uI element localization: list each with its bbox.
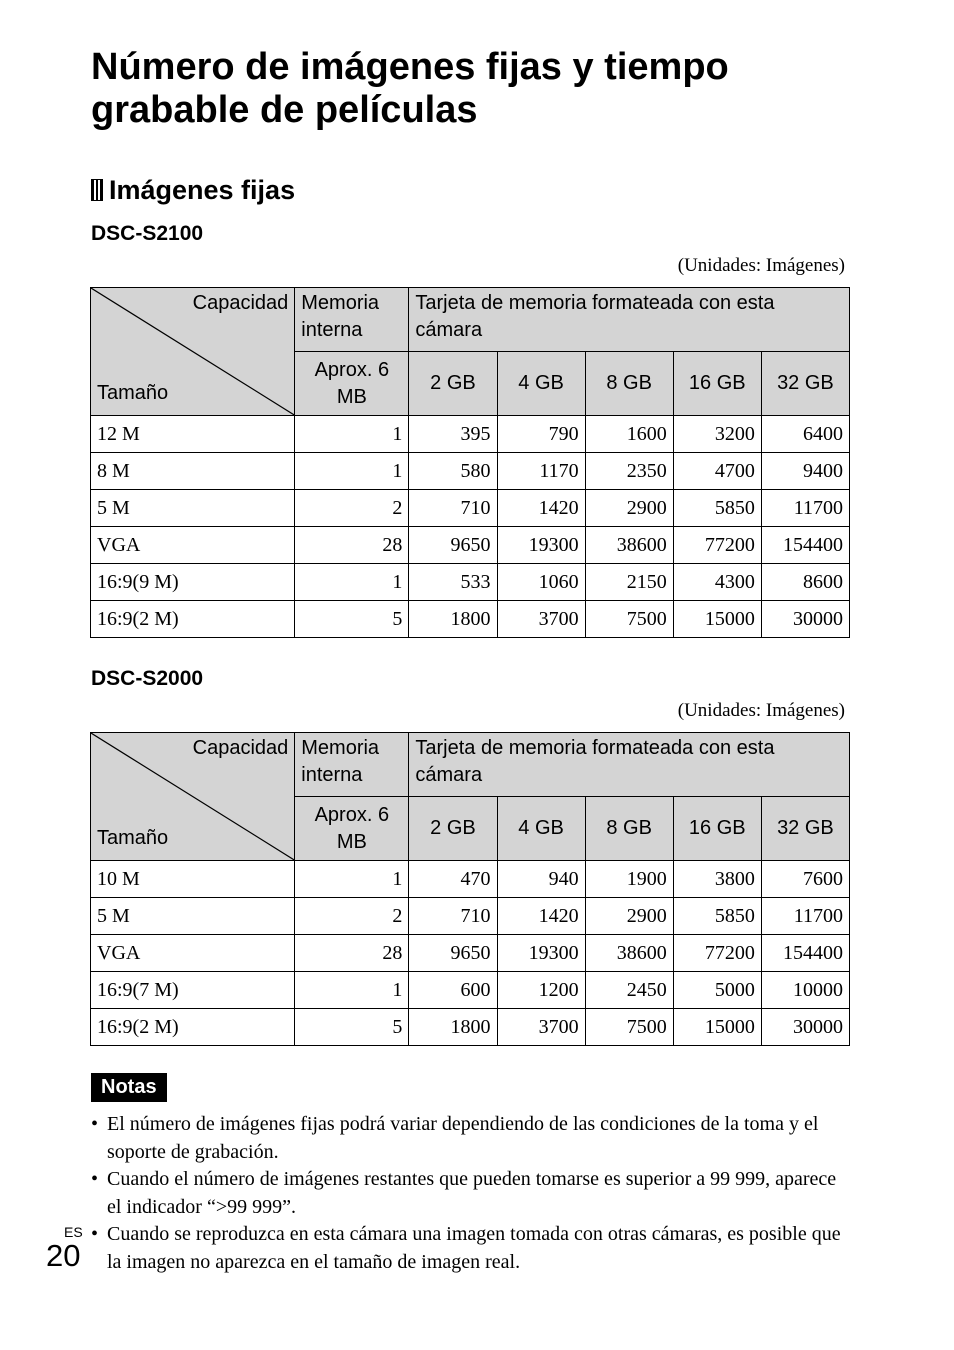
table-row [91, 601, 850, 638]
note-item: • Cuando el número de imágenes restantes que pueden tomarse es superior a 99 999, aparece el indicador “>99 999”. [91, 1166, 851, 1221]
table-cell: 1420 [497, 490, 585, 527]
tamano-label: Tamaño [97, 827, 169, 849]
col-header: 8 GB [585, 352, 673, 416]
tamano-label: Tamaño [97, 382, 169, 404]
capacidad-label: Capacidad [192, 737, 289, 759]
table-cell: 10 M [91, 861, 295, 898]
table-row [91, 1009, 850, 1046]
table-row [91, 972, 850, 1009]
table-cell: 2900 [585, 490, 673, 527]
note-item: • El número de imágenes fijas podrá variar dependiendo de las condiciones de la toma y el soporte de grabación. [91, 1111, 851, 1166]
table-cell: 395 [409, 416, 497, 453]
table-cell: 11700 [761, 898, 849, 935]
table-cell: 5 [295, 1009, 409, 1046]
table-cell: 7500 [585, 601, 673, 638]
section-marker-icon [91, 179, 103, 201]
section-heading [91, 174, 295, 206]
table-cell: 16:9(9 M) [91, 564, 295, 601]
table-cell: 19300 [497, 935, 585, 972]
table-row [91, 527, 850, 564]
table-cell: 470 [409, 861, 497, 898]
capacity-table-1 [90, 287, 850, 638]
table-cell: 4300 [673, 564, 761, 601]
units-label-1: (Unidades: Imágenes) [677, 255, 845, 276]
table-cell: 580 [409, 453, 497, 490]
table-cell: 1 [295, 564, 409, 601]
table-cell: 7600 [761, 861, 849, 898]
table-row [91, 416, 850, 453]
table-cell: 1 [295, 453, 409, 490]
table-cell: 1060 [497, 564, 585, 601]
table-row [91, 935, 850, 972]
table-cell: 1800 [409, 601, 497, 638]
diagonal-header-cell [91, 288, 295, 416]
table-cell: 5 [295, 601, 409, 638]
table-cell: 2900 [585, 898, 673, 935]
notes-list [91, 1111, 851, 1276]
table-cell: 5000 [673, 972, 761, 1009]
table-cell: 7500 [585, 1009, 673, 1046]
table-cell: 3800 [673, 861, 761, 898]
table-cell: 16:9(2 M) [91, 1009, 295, 1046]
table-cell: 710 [409, 490, 497, 527]
table-cell: 9400 [761, 453, 849, 490]
table-cell: 533 [409, 564, 497, 601]
table-cell: 790 [497, 416, 585, 453]
table-cell: 2 [295, 898, 409, 935]
col-header: 4 GB [497, 797, 585, 861]
section-heading-text: Imágenes fijas [109, 175, 296, 205]
table-cell: 15000 [673, 1009, 761, 1046]
table-cell: 3700 [497, 1009, 585, 1046]
memoria-header: Memoria interna [295, 288, 409, 352]
table-cell: 9650 [409, 527, 497, 564]
table-cell: 6400 [761, 416, 849, 453]
page-number: 20 [46, 1238, 81, 1273]
table-row [91, 564, 850, 601]
notas-badge: Notas [91, 1073, 167, 1102]
table-cell: 16:9(7 M) [91, 972, 295, 1009]
table-row [91, 490, 850, 527]
table-cell: 19300 [497, 527, 585, 564]
table-cell: 154400 [761, 527, 849, 564]
note-item: • Cuando se reproduzca en esta cámara una imagen tomada con otras cámaras, es posible que la imagen no aparezca en el tamaño de imagen real. [91, 1221, 851, 1276]
table-cell: 1170 [497, 453, 585, 490]
table-cell: 28 [295, 527, 409, 564]
table-cell: 4700 [673, 453, 761, 490]
table-cell: 28 [295, 935, 409, 972]
table-cell: 940 [497, 861, 585, 898]
model-label-2: DSC-S2000 [91, 667, 204, 690]
diagonal-header-cell [91, 733, 295, 861]
table-cell: 77200 [673, 935, 761, 972]
table-cell: 3700 [497, 601, 585, 638]
table-row [91, 453, 850, 490]
col-header: 2 GB [409, 797, 497, 861]
table-cell: 8 M [91, 453, 295, 490]
language-code: ES [64, 1224, 83, 1240]
table-row [91, 861, 850, 898]
table-cell: 8600 [761, 564, 849, 601]
table-cell: VGA [91, 935, 295, 972]
table-cell: 1 [295, 416, 409, 453]
col-header: 16 GB [673, 797, 761, 861]
table-cell: 1800 [409, 1009, 497, 1046]
table-cell: 3200 [673, 416, 761, 453]
table-cell: 154400 [761, 935, 849, 972]
table-cell: 600 [409, 972, 497, 1009]
table-cell: 38600 [585, 527, 673, 564]
table-cell: 38600 [585, 935, 673, 972]
table-cell: 1200 [497, 972, 585, 1009]
table-cell: 9650 [409, 935, 497, 972]
col-header: 32 GB [761, 352, 849, 416]
col-header: 8 GB [585, 797, 673, 861]
col-header: 2 GB [409, 352, 497, 416]
page-title: Número de imágenes fijas y tiempo grabable de películas [91, 46, 729, 131]
table-cell: 1 [295, 972, 409, 1009]
units-label-2: (Unidades: Imágenes) [677, 700, 845, 721]
aprox-header: Aprox. 6 MB [295, 797, 409, 861]
tarjeta-header: Tarjeta de memoria formateada con esta cámara [409, 733, 850, 797]
memoria-header: Memoria interna [295, 733, 409, 797]
tarjeta-header: Tarjeta de memoria formateada con esta cámara [409, 288, 850, 352]
table-cell: 30000 [761, 1009, 849, 1046]
table-cell: 2350 [585, 453, 673, 490]
capacity-table-2 [90, 732, 850, 1046]
table-cell: 2150 [585, 564, 673, 601]
model-label-1: DSC-S2100 [91, 222, 204, 245]
col-header: 4 GB [497, 352, 585, 416]
table-cell: 12 M [91, 416, 295, 453]
table-cell: 5 M [91, 898, 295, 935]
table-cell: 16:9(2 M) [91, 601, 295, 638]
col-header: 32 GB [761, 797, 849, 861]
aprox-header: Aprox. 6 MB [295, 352, 409, 416]
table-cell: 1420 [497, 898, 585, 935]
table-cell: 2 [295, 490, 409, 527]
table-cell: 1600 [585, 416, 673, 453]
table-row [91, 898, 850, 935]
table-cell: 11700 [761, 490, 849, 527]
table-cell: 77200 [673, 527, 761, 564]
table-cell: 5850 [673, 490, 761, 527]
table-cell: 30000 [761, 601, 849, 638]
table-cell: 5850 [673, 898, 761, 935]
table-cell: 10000 [761, 972, 849, 1009]
table-cell: VGA [91, 527, 295, 564]
table-cell: 1900 [585, 861, 673, 898]
table-cell: 2450 [585, 972, 673, 1009]
col-header: 16 GB [673, 352, 761, 416]
table-cell: 15000 [673, 601, 761, 638]
table-cell: 5 M [91, 490, 295, 527]
table-cell: 710 [409, 898, 497, 935]
capacidad-label: Capacidad [192, 292, 289, 314]
table-cell: 1 [295, 861, 409, 898]
